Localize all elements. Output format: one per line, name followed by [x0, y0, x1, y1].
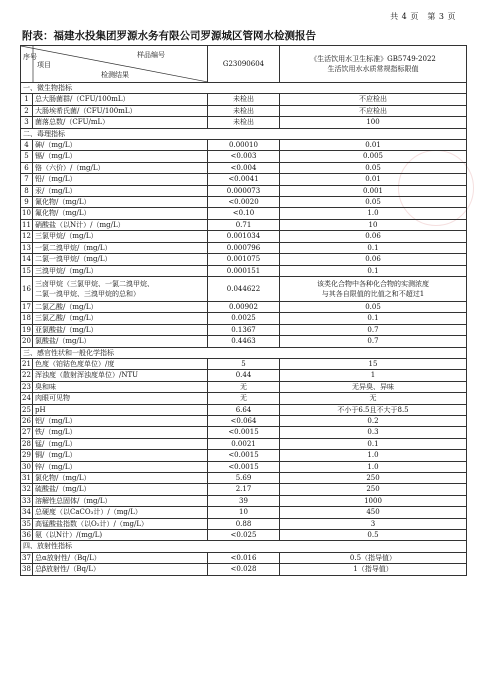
row-item: 亚氯酸盐/（mg/L）	[33, 324, 208, 335]
row-result: <0.004	[208, 162, 280, 173]
table-row	[21, 219, 467, 230]
row-number: 6	[21, 162, 33, 173]
row-result: <0.028	[208, 564, 280, 575]
table-row	[21, 415, 467, 426]
row-limit: 10	[280, 219, 467, 230]
row-result: <0.016	[208, 552, 280, 563]
row-number: 15	[22, 266, 31, 275]
row-item: 三氯甲烷/（mg/L）	[33, 231, 208, 242]
section-row	[21, 128, 467, 139]
row-item: 总α放射性/（Bq/L）	[33, 552, 208, 563]
row-limit: 0.06	[280, 254, 467, 265]
row-limit: 15	[280, 358, 467, 369]
row-limit: 0.5	[280, 530, 467, 541]
table-row	[21, 162, 467, 173]
row-number: 7	[21, 174, 33, 185]
row-item: 锰/（mg/L）	[33, 438, 208, 449]
table-row	[21, 208, 467, 219]
section-row	[21, 541, 467, 552]
row-result: 0.44	[208, 370, 280, 381]
row-limit: 0.01	[280, 140, 467, 151]
water-quality-table	[20, 45, 467, 576]
row-number: 23	[22, 382, 31, 391]
row-item: 总大肠菌群/（CFU/100mL）	[33, 94, 208, 105]
row-result: 0.4463	[208, 336, 280, 347]
row-item: 氰化物/（mg/L）	[33, 197, 208, 208]
row-item: 氟化物/（mg/L）	[33, 208, 208, 219]
table-row	[21, 94, 467, 105]
row-item: 氯化物/（mg/L）	[33, 473, 208, 484]
row-limit: 0.001	[280, 185, 467, 196]
table-row	[21, 370, 467, 381]
row-item: 氨（以N计）/(mg/L)	[33, 530, 208, 541]
row-item: 锌/（mg/L）	[33, 461, 208, 472]
table-row	[21, 336, 467, 347]
row-number: 28	[22, 439, 31, 448]
table-row	[21, 324, 467, 335]
row-limit: 1	[280, 370, 467, 381]
row-item: 大肠埃希氏菌/（CFU/100mL）	[33, 105, 208, 116]
row-number: 12	[22, 232, 31, 241]
row-item: 铬（六价）/（mg/L）	[33, 162, 208, 173]
table-row	[21, 518, 467, 529]
row-number: 9	[21, 197, 33, 208]
row-number: 11	[22, 220, 31, 229]
row-result: 无	[208, 393, 280, 404]
row-item: pH	[33, 404, 208, 415]
row-limit: 0.1	[280, 265, 467, 276]
row-result: <0.0015	[208, 461, 280, 472]
header-standard-line1: 《生活饮用水卫生标准》GB5749-2022	[310, 55, 436, 63]
row-number: 29	[22, 451, 31, 460]
table-row	[21, 358, 467, 369]
row-limit-line2: 与其各自限值的比值之和不超过1	[321, 289, 425, 298]
table-row	[21, 105, 467, 116]
row-result: 0.001034	[208, 231, 280, 242]
row-limit: 1.0	[280, 450, 467, 461]
row-number: 21	[22, 359, 31, 368]
row-limit: 0.05	[280, 301, 467, 312]
row-number: 32	[22, 485, 31, 494]
row-item: 总β放射性/（Bq/L）	[33, 564, 208, 575]
section-heading: 三、感官性状和一般化学指标	[21, 347, 467, 358]
row-number: 17	[22, 302, 31, 311]
row-number: 10	[22, 209, 31, 218]
row-result: 39	[208, 495, 280, 506]
row-item: 汞/（mg/L）	[33, 185, 208, 196]
row-limit: 0.05	[280, 162, 467, 173]
row-number: 25	[22, 405, 31, 414]
row-number: 19	[22, 325, 31, 334]
row-item: 镉/（mg/L）	[33, 151, 208, 162]
row-result: <0.0020	[208, 197, 280, 208]
header-sample-no-label: 样品编号	[137, 51, 165, 59]
row-item: 氯酸盐/（mg/L）	[33, 336, 208, 347]
row-number: 35	[22, 519, 31, 528]
row-limit: 0.1	[280, 438, 467, 449]
row-limit: 0.3	[280, 427, 467, 438]
header-sample-no: G23090604	[208, 46, 280, 83]
row-item: 色度（铂钴色度单位）/度	[33, 358, 208, 369]
row-item: 臭和味	[33, 381, 208, 392]
header-standard	[280, 46, 467, 83]
row-limit: 0.1	[280, 242, 467, 253]
row-result: 未检出	[208, 117, 280, 128]
row-item: 肉眼可见物	[33, 393, 208, 404]
row-result: 0.1367	[208, 324, 280, 335]
row-item: 铝/（mg/L）	[33, 415, 208, 426]
row-limit: 0.005	[280, 151, 467, 162]
row-result: 0.0025	[208, 313, 280, 324]
row-limit: 无异臭、异味	[280, 381, 467, 392]
row-number: 26	[22, 416, 31, 425]
row-result: <0.0041	[208, 174, 280, 185]
table-row	[21, 174, 467, 185]
report-title: 附表：福建水投集团罗源水务有限公司罗源城区管网水检测报告	[22, 30, 316, 42]
row-number: 3	[21, 117, 33, 128]
row-number: 22	[22, 371, 31, 380]
table-row	[21, 197, 467, 208]
row-limit: 不应检出	[280, 94, 467, 105]
row-item: 菌落总数/（CFU/mL）	[33, 117, 208, 128]
row-number: 30	[22, 462, 31, 471]
row-item: 砷/（mg/L）	[33, 140, 208, 151]
section-heading: 一、微生物指标	[21, 83, 467, 94]
row-item: 浑浊度（散射浑浊度单位）/NTU	[33, 370, 208, 381]
row-number: 33	[22, 496, 31, 505]
row-result: <0.0015	[208, 450, 280, 461]
row-number: 8	[21, 185, 33, 196]
row-item: 三氯乙酸/（mg/L）	[33, 313, 208, 324]
row-limit: 1.0	[280, 208, 467, 219]
row-limit: 0.7	[280, 324, 467, 335]
table-row	[21, 393, 467, 404]
row-number: 16	[21, 276, 33, 301]
row-number: 36	[22, 531, 31, 540]
row-limit: 0.5（指导值）	[280, 552, 467, 563]
table-row	[21, 231, 467, 242]
row-limit: 0.2	[280, 415, 467, 426]
table-row	[21, 254, 467, 265]
row-number: 34	[22, 508, 31, 517]
row-result: <0.003	[208, 151, 280, 162]
row-item: 硝酸盐（以N计）/（mg/L）	[33, 219, 208, 230]
row-number: 27	[22, 428, 31, 437]
section-heading: 二、毒理指标	[21, 128, 467, 139]
table-row	[21, 564, 467, 575]
row-limit: 1（指导值）	[280, 564, 467, 575]
table-row	[21, 507, 467, 518]
row-item: 一氯二溴甲烷/（mg/L）	[33, 242, 208, 253]
row-result: 0.88	[208, 518, 280, 529]
table-row	[21, 484, 467, 495]
row-limit: 无	[280, 393, 467, 404]
row-limit: 0.06	[280, 231, 467, 242]
row-item: 总硬度（以CaCO₃计）/（mg/L）	[33, 507, 208, 518]
row-limit: 100	[280, 117, 467, 128]
table-row	[21, 450, 467, 461]
row-result: 6.64	[208, 404, 280, 415]
row-item: 铁/（mg/L）	[33, 427, 208, 438]
table-row	[21, 140, 467, 151]
row-number: 38	[22, 565, 31, 574]
row-number: 14	[22, 255, 31, 264]
row-result: <0.0015	[208, 427, 280, 438]
row-result: 5	[208, 358, 280, 369]
row-number: 1	[21, 94, 33, 105]
row-limit: 250	[280, 484, 467, 495]
row-result: <0.064	[208, 415, 280, 426]
table-row	[21, 530, 467, 541]
row-result: 0.71	[208, 219, 280, 230]
table-header-row	[21, 46, 467, 83]
header-diagonal-cell	[21, 46, 208, 83]
row-item: 二氯一溴甲烷/（mg/L）	[33, 254, 208, 265]
row-number: 4	[21, 140, 33, 151]
row-result: 0.000796	[208, 242, 280, 253]
row-result: 未检出	[208, 94, 280, 105]
row-number: 5	[21, 151, 33, 162]
header-seq-label: 序号	[23, 53, 37, 61]
table-row	[21, 495, 467, 506]
row-item: 铜/（mg/L）	[33, 450, 208, 461]
row-item: 高锰酸盐指数（以O₂计）/（mg/L）	[33, 518, 208, 529]
row-limit: 不应检出	[280, 105, 467, 116]
row-number: 18	[22, 314, 31, 323]
row-item-line1: 三卤甲烷（三氯甲烷、一氯二溴甲烷、	[35, 279, 154, 288]
row-item-line2: 二氯一溴甲烷、三溴甲烷的总和）	[35, 289, 140, 298]
row-limit-line1: 该类化合物中各种化合物的实测浓度	[317, 279, 429, 288]
row-result: 0.00902	[208, 301, 280, 312]
row-number: 20	[22, 337, 31, 346]
table-row	[21, 185, 467, 196]
row-limit: 0.7	[280, 336, 467, 347]
table-row	[21, 313, 467, 324]
row-number: 37	[22, 553, 31, 562]
header-item-label: 项目	[37, 61, 51, 69]
table-row	[21, 301, 467, 312]
table-row	[21, 276, 467, 301]
table-row	[21, 552, 467, 563]
row-limit: 0.01	[280, 174, 467, 185]
row-item: 溶解性总固体/（mg/L）	[33, 495, 208, 506]
row-item: 硫酸盐/（mg/L）	[33, 484, 208, 495]
section-row	[21, 83, 467, 94]
table-row	[21, 242, 467, 253]
row-result: 10	[208, 507, 280, 518]
row-number: 31	[22, 474, 31, 482]
table-row	[21, 461, 467, 472]
row-limit: 1000	[280, 495, 467, 506]
row-number: 13	[22, 243, 31, 252]
row-limit	[280, 276, 467, 301]
row-result: <0.025	[208, 530, 280, 541]
row-result: 0.044622	[208, 276, 280, 301]
page-number: 共 4 页 第 3 页	[390, 12, 456, 21]
row-result: 0.001075	[208, 254, 280, 265]
row-number: 24	[22, 394, 31, 403]
header-standard-line2: 生活饮用水水质常规指标限值	[327, 65, 419, 73]
table-row	[21, 117, 467, 128]
row-result: 无	[208, 381, 280, 392]
header-result-label: 检测结果	[101, 71, 129, 79]
row-limit: 不小于6.5且不大于8.5	[280, 404, 467, 415]
table-row	[21, 151, 467, 162]
row-result: 0.0021	[208, 438, 280, 449]
table-row	[21, 381, 467, 392]
table-row	[21, 473, 467, 484]
row-result: 0.000073	[208, 185, 280, 196]
row-limit: 3	[280, 518, 467, 529]
row-item	[33, 276, 208, 301]
row-result: 0.000151	[208, 265, 280, 276]
row-item: 三溴甲烷/（mg/L）	[33, 265, 208, 276]
section-row	[21, 347, 467, 358]
table-row	[21, 404, 467, 415]
row-item: 铅/（mg/L）	[33, 174, 208, 185]
row-limit: 1.0	[280, 461, 467, 472]
section-heading: 四、放射性指标	[21, 541, 467, 552]
table-row	[21, 438, 467, 449]
row-result: <0.10	[208, 208, 280, 219]
row-number: 2	[21, 105, 33, 116]
row-item: 二氯乙酸/（mg/L）	[33, 301, 208, 312]
table-row	[21, 265, 467, 276]
row-result: 2.17	[208, 484, 280, 495]
row-limit: 250	[280, 473, 467, 484]
row-limit: 450	[280, 507, 467, 518]
table-row	[21, 427, 467, 438]
row-limit: 0.05	[280, 197, 467, 208]
row-result: 0.00010	[208, 140, 280, 151]
row-result: 未检出	[208, 105, 280, 116]
row-limit: 0.1	[280, 313, 467, 324]
row-result: 5.69	[208, 473, 280, 484]
